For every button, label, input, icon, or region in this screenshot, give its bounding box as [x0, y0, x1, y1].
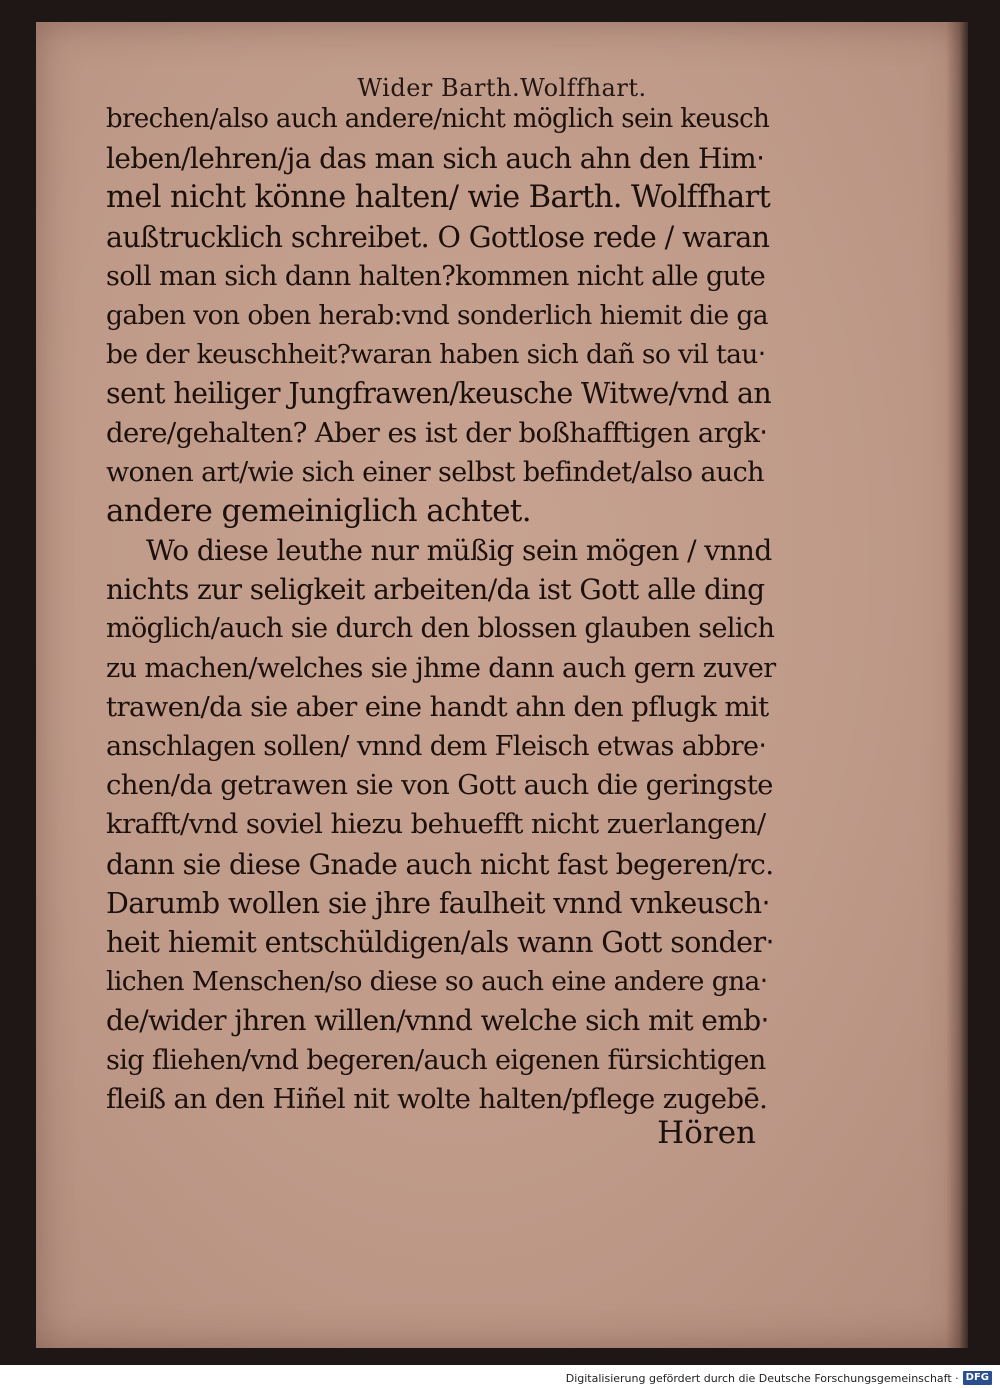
- text-line: Darumb wollen sie jhre faulheit vnnd vnkeusch‧: [106, 886, 770, 920]
- text-line: leben/lehren/ja das man sich auch ahn den Him‧: [106, 142, 765, 176]
- text-line: dann sie diese Gnade auch nicht fast begeren/rc.: [106, 847, 774, 881]
- text-line: chen/da getrawen sie von Gott auch die geringste: [106, 769, 773, 802]
- text-line: be der keuschheit?waran haben sich dañ so vil tau‧: [106, 339, 766, 371]
- text-line: soll man sich dann halten?kommen nicht alle gute: [106, 260, 766, 292]
- text-line: möglich/auch sie durch den blossen glauben selich: [106, 613, 775, 645]
- text-line: heit hiemit entschüldigen/als wann Gott sonder‧: [106, 925, 774, 959]
- catchword: Hören: [657, 1115, 756, 1151]
- text-line: gaben von oben herab:vnd sonderlich hiemit die ga: [106, 299, 768, 331]
- text-line: sent heiliger Jungfrawen/keusche Witwe/vnd an: [106, 377, 772, 411]
- text-line: sig fliehen/vnd begeren/auch eigenen fürsichtigen: [106, 1044, 766, 1076]
- running-head: Wider Barth.Wolffhart.: [357, 74, 647, 102]
- text-line: brechen/also auch andere/nicht möglich sein keusch: [106, 104, 770, 134]
- text-line: trawen/da sie aber eine handt ahn den pflugk mit: [106, 690, 769, 723]
- footer-credit: [566, 1370, 992, 1386]
- text-line: anschlagen sollen/ vnnd dem Fleisch etwas abbre‧: [106, 731, 767, 762]
- text-line: zu machen/welches sie jhme dann auch gern zuver: [106, 652, 776, 684]
- funding-credit-text: Digitalisierung gefördert durch die Deutsche Forschungsgemeinschaft ·: [565, 1371, 959, 1385]
- book-page: [36, 22, 968, 1348]
- text-line: außtrucklich schreibet. O Gottlose rede / waran: [106, 220, 770, 254]
- text-line: lichen Menschen/so diese so auch eine andere gna‧: [106, 966, 768, 998]
- text-line: fleiß an den Hiñel nit wolte halten/pflege zugebē.: [106, 1082, 768, 1115]
- text-line: Wo diese leuthe nur müßig sein mögen / vnnd: [146, 534, 772, 568]
- text-line: andere gemeiniglich achtet.: [106, 492, 531, 529]
- text-line: dere/gehalten? Aber es ist der boßhafftigen argk‧: [106, 416, 768, 449]
- page-gutter-shadow: [946, 22, 968, 1348]
- text-line: nichts zur seligkeit arbeiten/da ist Gott alle ding: [106, 573, 765, 607]
- text-line: de/wider jhren willen/vnnd welche sich mit emb‧: [106, 1004, 769, 1038]
- dfg-logo: DFG: [963, 1371, 992, 1385]
- text-line: mel nicht könne halten/ wie Barth. Wolffhart: [106, 180, 771, 216]
- body-text: [106, 100, 776, 1119]
- text-line: krafft/vnd soviel hiezu behuefft nicht zuerlangen/: [106, 808, 766, 841]
- text-line: wonen art/wie sich einer selbst befindet/also auch: [106, 456, 764, 488]
